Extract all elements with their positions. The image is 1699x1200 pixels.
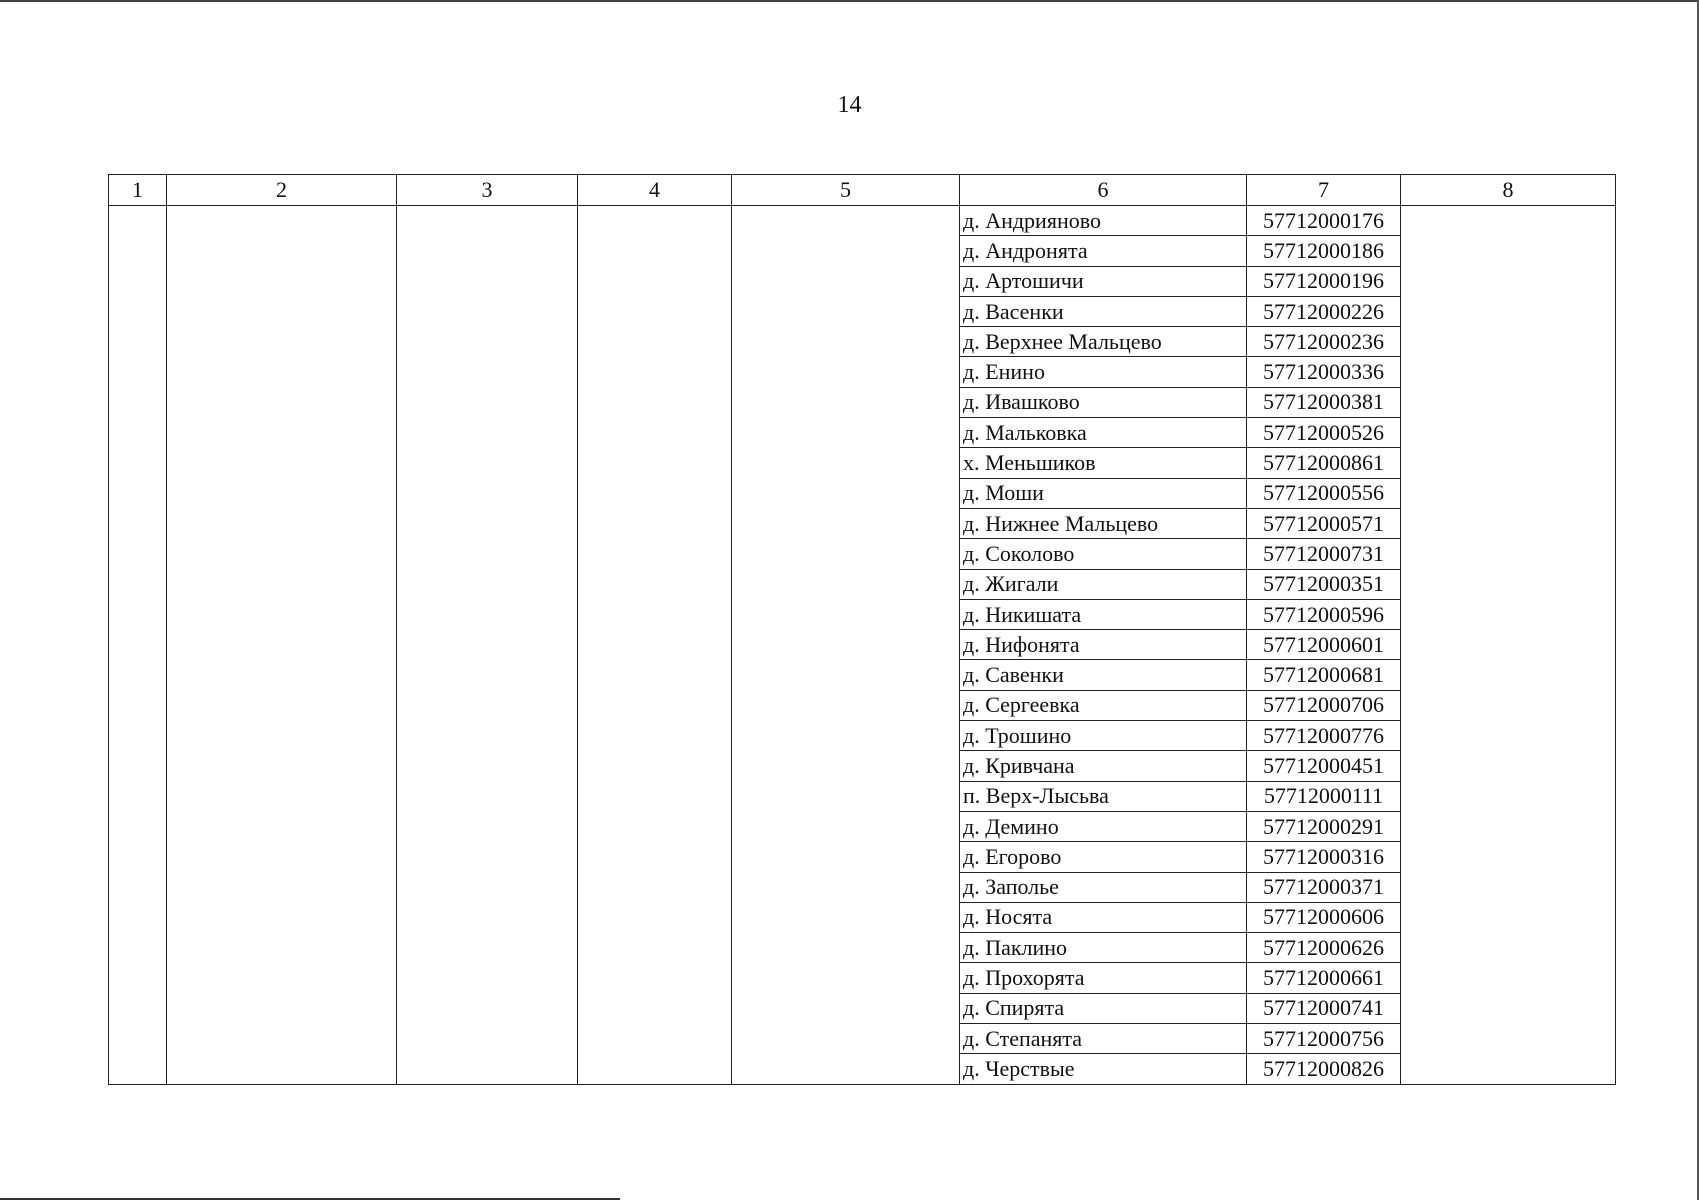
settlement-name: п. Верх-Лысьва [960, 781, 1247, 811]
settlement-name: д. Носята [960, 902, 1247, 932]
empty-col-8-cell [1401, 206, 1616, 1085]
settlement-code: 57712000196 [1247, 266, 1401, 296]
settlement-name: д. Спирята [960, 993, 1247, 1023]
settlement-code: 57712000336 [1247, 357, 1401, 387]
settlement-name: д. Нижнее Мальцево [960, 508, 1247, 538]
settlement-name: д. Трошино [960, 721, 1247, 751]
settlement-code: 57712000571 [1247, 508, 1401, 538]
settlement-code: 57712000226 [1247, 296, 1401, 326]
header-row [109, 175, 1616, 206]
settlement-name: д. Артошичи [960, 266, 1247, 296]
settlement-name: д. Никишата [960, 599, 1247, 629]
settlement-name: д. Егорово [960, 842, 1247, 872]
empty-col-4-cell [578, 206, 732, 1085]
settlement-name: д. Савенки [960, 660, 1247, 690]
settlement-code: 57712000111 [1247, 781, 1401, 811]
settlement-code: 57712000731 [1247, 539, 1401, 569]
settlement-code: 57712000371 [1247, 872, 1401, 902]
settlement-code: 57712000606 [1247, 902, 1401, 932]
settlement-name: д. Андрияново [960, 206, 1247, 236]
settlement-name: д. Васенки [960, 296, 1247, 326]
settlement-name: д. Черствые [960, 1054, 1247, 1084]
settlement-code: 57712000316 [1247, 842, 1401, 872]
settlement-code: 57712000681 [1247, 660, 1401, 690]
settlement-code: 57712000186 [1247, 236, 1401, 266]
settlement-code: 57712000661 [1247, 963, 1401, 993]
settlement-code: 57712000601 [1247, 630, 1401, 660]
page-number: 14 [837, 92, 862, 118]
settlement-code: 57712000351 [1247, 569, 1401, 599]
settlement-code: 57712000776 [1247, 721, 1401, 751]
settlement-code: 57712000556 [1247, 478, 1401, 508]
settlement-code: 57712000756 [1247, 1024, 1401, 1054]
settlement-name: д. Демино [960, 811, 1247, 841]
settlement-code: 57712000381 [1247, 387, 1401, 417]
settlement-name: д. Заполье [960, 872, 1247, 902]
header-col-2: 2 [167, 175, 397, 206]
settlement-code: 57712000741 [1247, 993, 1401, 1023]
settlement-name: д. Нифонята [960, 630, 1247, 660]
header-col-8: 8 [1401, 175, 1616, 206]
settlement-code: 57712000626 [1247, 933, 1401, 963]
empty-col-2-cell [167, 206, 397, 1085]
header-col-6: 6 [960, 175, 1247, 206]
settlement-name: д. Мальковка [960, 418, 1247, 448]
settlement-name: д. Соколово [960, 539, 1247, 569]
settlement-name: д. Моши [960, 478, 1247, 508]
settlement-name: х. Меньшиков [960, 448, 1247, 478]
settlement-name: д. Кривчана [960, 751, 1247, 781]
settlement-name: д. Андронята [960, 236, 1247, 266]
settlement-name: д. Верхнее Мальцево [960, 327, 1247, 357]
scan-edge-top [0, 0, 1699, 2]
settlement-code: 57712000826 [1247, 1054, 1401, 1084]
settlement-code: 57712000176 [1247, 206, 1401, 236]
table-body [109, 206, 1616, 1085]
settlement-name: д. Паклино [960, 933, 1247, 963]
settlements-table [108, 174, 1616, 1085]
header-col-7: 7 [1247, 175, 1401, 206]
settlement-code: 57712000861 [1247, 448, 1401, 478]
header-col-4: 4 [578, 175, 732, 206]
settlement-code: 57712000291 [1247, 811, 1401, 841]
empty-col-1-cell [109, 206, 167, 1085]
settlement-code: 57712000526 [1247, 418, 1401, 448]
header-col-1: 1 [109, 175, 167, 206]
empty-col-3-cell [397, 206, 578, 1085]
empty-col-5-cell [732, 206, 960, 1085]
settlement-code: 57712000596 [1247, 599, 1401, 629]
settlement-name: д. Жигали [960, 569, 1247, 599]
header-col-3: 3 [397, 175, 578, 206]
settlement-name: д. Енино [960, 357, 1247, 387]
settlement-code: 57712000236 [1247, 327, 1401, 357]
settlement-code: 57712000451 [1247, 751, 1401, 781]
settlement-name: д. Сергеевка [960, 690, 1247, 720]
settlement-code: 57712000706 [1247, 690, 1401, 720]
table-row [109, 206, 1616, 236]
settlement-name: д. Степанята [960, 1024, 1247, 1054]
settlement-name: д. Ивашково [960, 387, 1247, 417]
header-col-5: 5 [732, 175, 960, 206]
settlement-name: д. Прохорята [960, 963, 1247, 993]
